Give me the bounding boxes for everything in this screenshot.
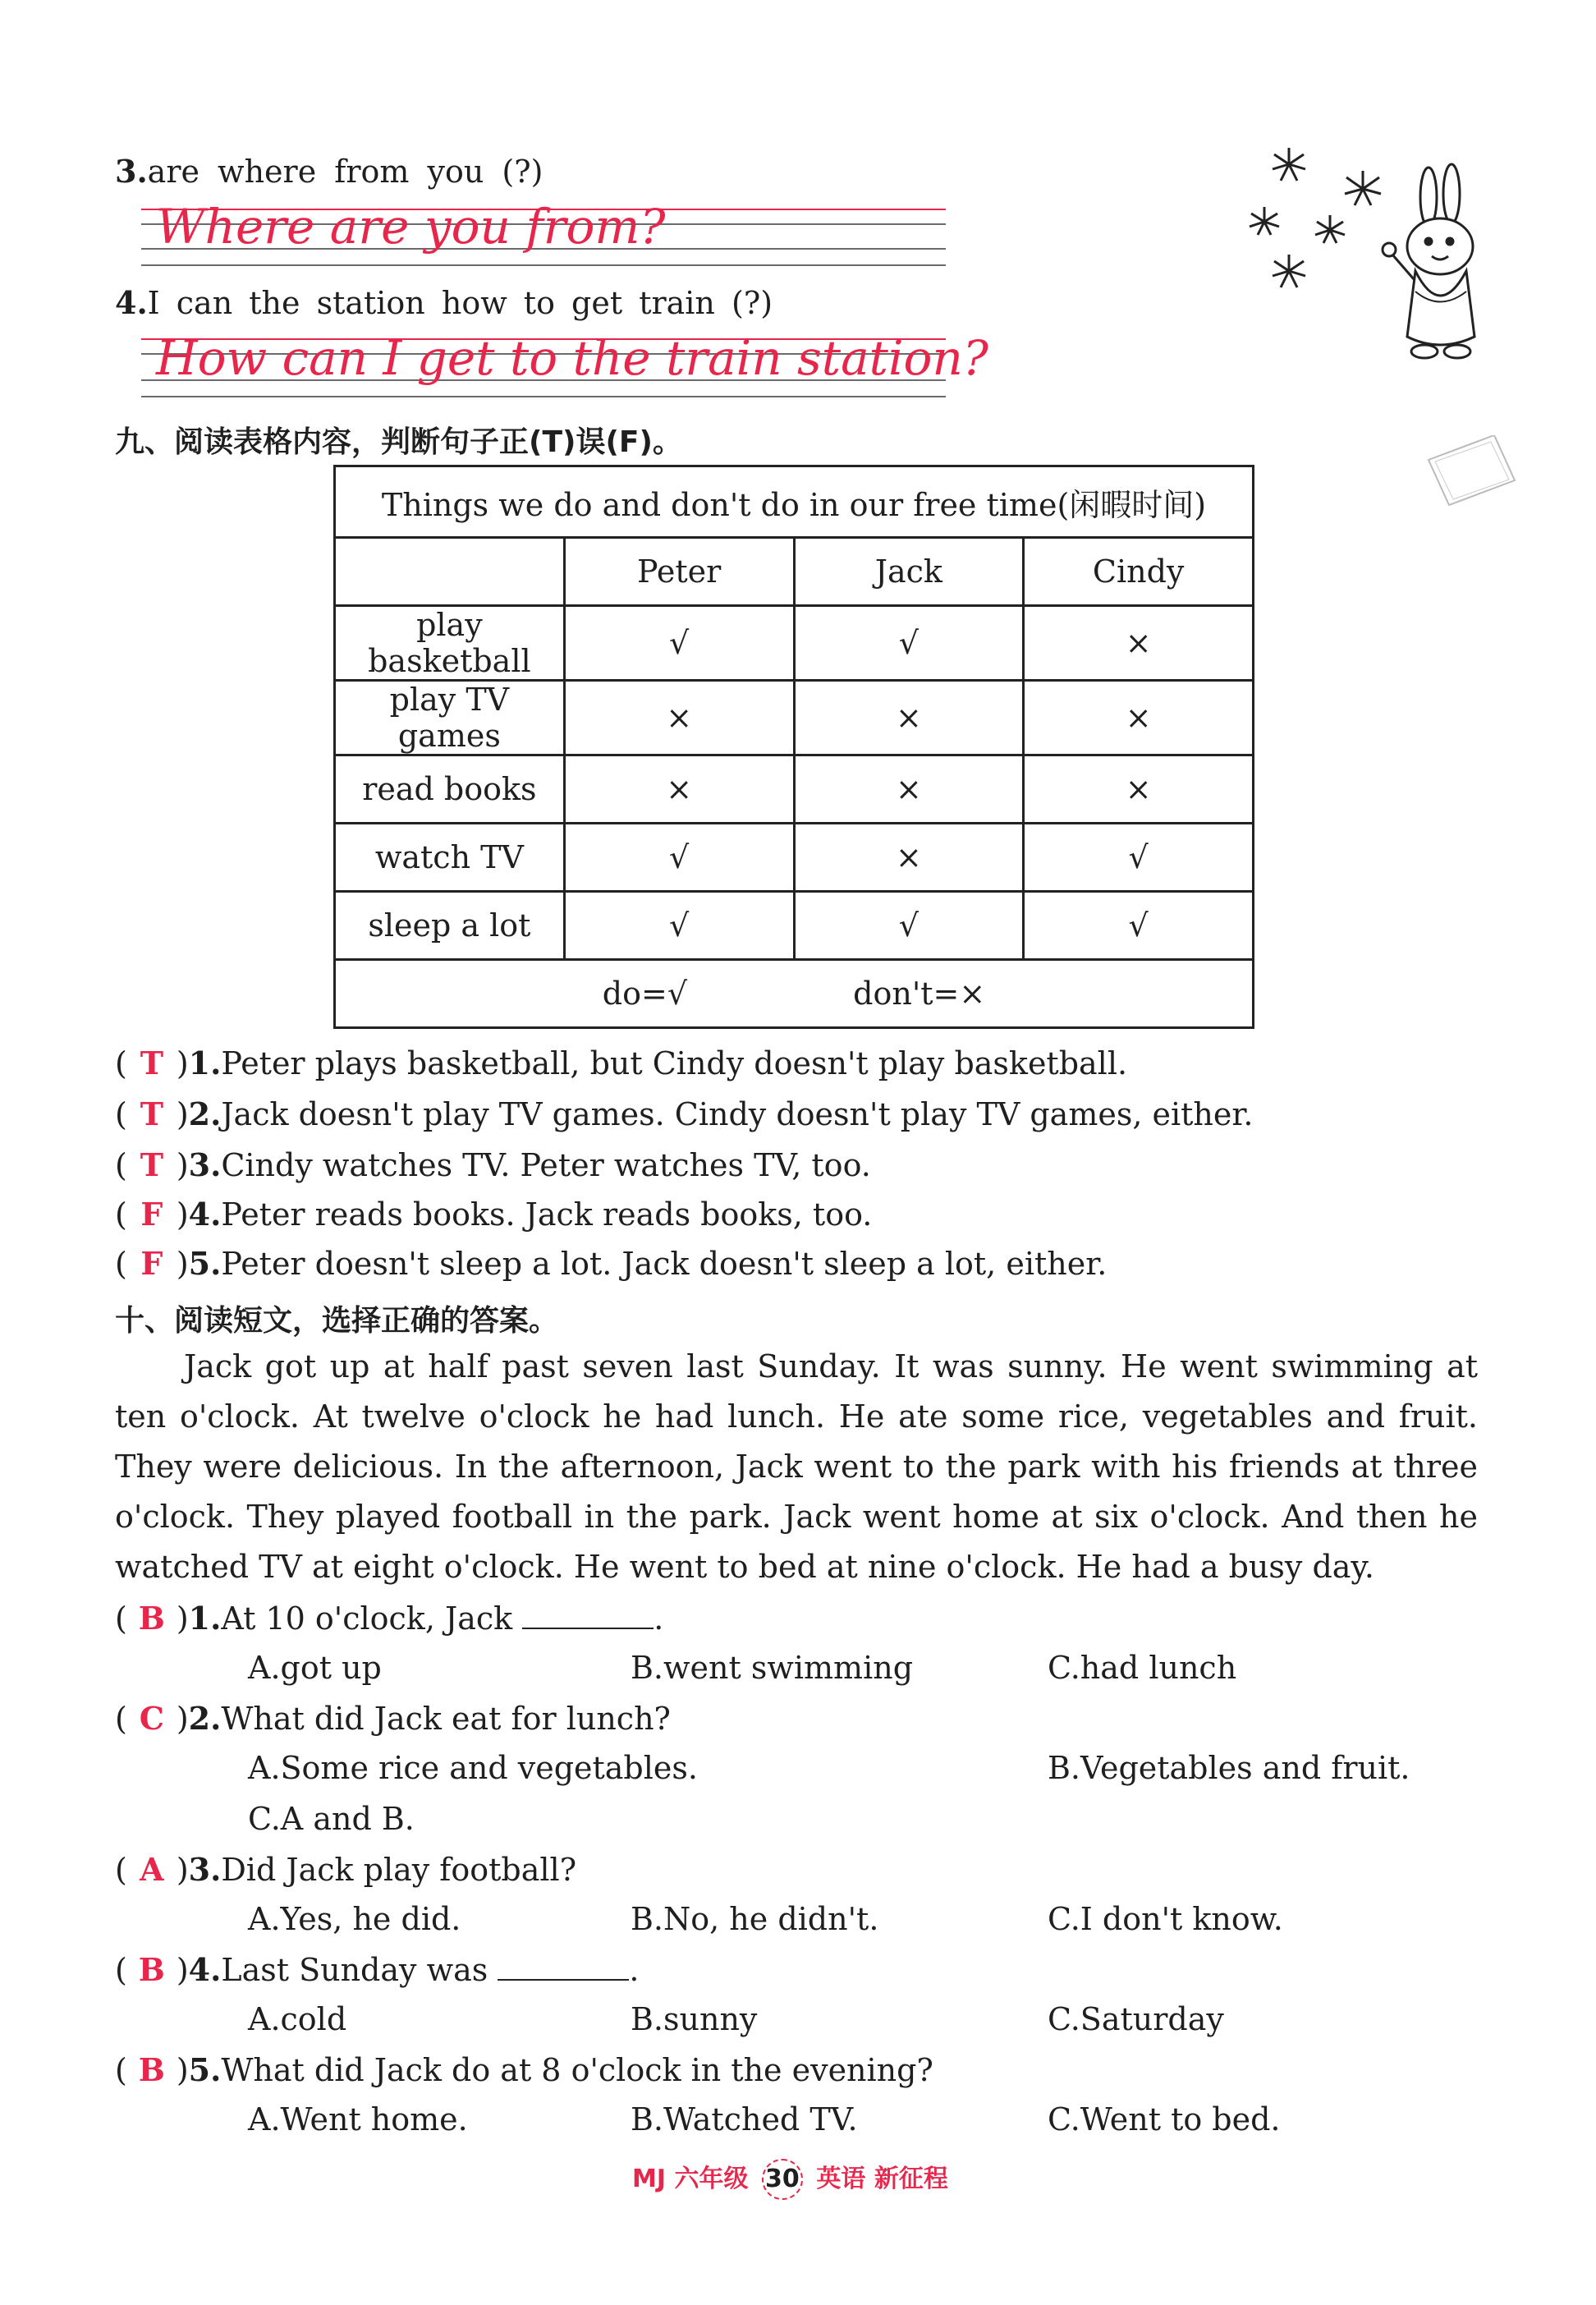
item-number: 1. xyxy=(188,1045,222,1081)
list-item: ( T )1.Peter plays basketball, but Cindy doesn't play basketball. xyxy=(115,1045,1128,1081)
table-legend xyxy=(335,960,1254,1028)
table-mark: × xyxy=(794,681,1024,755)
table-row-label: play TV games xyxy=(335,681,565,755)
list-item: ( T )3.Cindy watches TV. Peter watches TV, too. xyxy=(115,1146,871,1183)
table-caption: Things we do and don't do in our free time(闲暇时间) xyxy=(335,466,1254,538)
firework-icon xyxy=(1273,148,1305,181)
footer-series: MJ 六年级 xyxy=(632,2165,749,2193)
item-number: 2. xyxy=(188,1095,222,1132)
table-mark: √ xyxy=(564,892,794,960)
firework-icon xyxy=(1315,215,1345,243)
option-b: B.went swimming xyxy=(631,1650,914,1686)
table-mark: × xyxy=(794,755,1024,824)
firework-icon xyxy=(1345,171,1381,205)
stamp-logo xyxy=(1420,435,1519,509)
table-mark: × xyxy=(794,824,1024,892)
q3-prompt xyxy=(115,153,543,191)
section9-title: 九、阅读表格内容，判断句子正(T)误(F)。 xyxy=(115,425,682,459)
question-row: ( A )3.Did Jack play football? xyxy=(115,1851,577,1888)
question-tail: . xyxy=(629,1952,640,1988)
answer-letter: B xyxy=(138,1951,165,1988)
item-number: 1. xyxy=(188,1600,222,1637)
option-c: C.I don't know. xyxy=(1048,1901,1283,1937)
table-mark: √ xyxy=(564,824,794,892)
table-header: Cindy xyxy=(1024,538,1254,606)
item-text: Cindy watches TV. Peter watches TV, too. xyxy=(221,1147,871,1183)
firework-icon xyxy=(1273,255,1305,287)
table-mark: × xyxy=(564,755,794,824)
firework-icon xyxy=(1250,207,1279,235)
item-number: 3. xyxy=(188,1851,222,1888)
option-b: B.Watched TV. xyxy=(631,2101,858,2137)
answer-letter: B xyxy=(138,1600,165,1637)
table-header: Jack xyxy=(794,538,1024,606)
question-row: ( C )2.What did Jack eat for lunch? xyxy=(115,1700,671,1737)
question-row: ( B )1.At 10 o'clock, Jack . xyxy=(115,1600,664,1637)
table-mark: × xyxy=(1024,681,1254,755)
table-mark: × xyxy=(1024,755,1254,824)
table-corner xyxy=(335,538,565,606)
table-row-label: watch TV xyxy=(335,824,565,892)
option-a: A.Yes, he did. xyxy=(248,1901,461,1937)
option-c: C.Saturday xyxy=(1048,2001,1224,2037)
section10-title: 十、阅读短文，选择正确的答案。 xyxy=(115,1304,559,1338)
table-mark: √ xyxy=(794,892,1024,960)
legend-do: do=√ xyxy=(602,976,688,1012)
writing-line xyxy=(141,396,946,397)
writing-line xyxy=(141,264,946,266)
bunny-icon xyxy=(1383,164,1474,358)
reading-passage: Jack got up at half past seven last Sunday. It was sunny. He went swimming at ten o'clock. At twelve o'clock he had lunch. He ate some rice, vegetables and fruit. They were delicious. In the afternoon, Jack went to the park with his friends at three o'clock. They played football in the park. Jack went home at six o'clock. And then he watched TV at eight o'clock. He went to bed at nine o'clock. He had a busy day. xyxy=(115,1348,1478,1585)
item-text: Peter doesn't sleep a lot. Jack doesn't sleep a lot, either. xyxy=(221,1246,1108,1282)
q4-answer: How can I get to the train station? xyxy=(156,330,988,386)
q4-words: I can the station how to get train (?) xyxy=(147,285,773,321)
q3-answer: Where are you from? xyxy=(156,199,666,255)
item-text: Peter plays basketball, but Cindy doesn't play basketball. xyxy=(221,1045,1128,1081)
option-b: B.Vegetables and fruit. xyxy=(1048,1750,1410,1786)
item-number: 4. xyxy=(188,1951,222,1988)
option-b: B.sunny xyxy=(631,2001,758,2037)
question-text: Last Sunday was xyxy=(221,1952,488,1988)
table-mark: √ xyxy=(794,606,1024,681)
table-row-label: read books xyxy=(335,755,565,824)
question-row: ( B )5.What did Jack do at 8 o'clock in the evening? xyxy=(115,2051,933,2088)
option-b: B.No, he didn't. xyxy=(631,1901,879,1937)
question-tail: . xyxy=(654,1600,664,1637)
answer-letter: A xyxy=(140,1851,164,1888)
table-mark: × xyxy=(564,681,794,755)
answer-letter: B xyxy=(138,2051,165,2088)
answer-blank xyxy=(498,1951,629,1981)
item-number: 5. xyxy=(188,2051,222,2088)
option-a: A.cold xyxy=(248,2001,347,2037)
table-mark: √ xyxy=(564,606,794,681)
table-mark: × xyxy=(1024,606,1254,681)
option-c: C.A and B. xyxy=(248,1801,415,1837)
answer-letter: T xyxy=(140,1146,163,1183)
list-item: ( T )2.Jack doesn't play TV games. Cindy doesn't play TV games, either. xyxy=(115,1095,1254,1132)
question-text: What did Jack do at 8 o'clock in the evening? xyxy=(221,2052,933,2088)
option-a: A.Some rice and vegetables. xyxy=(248,1750,698,1786)
table-header: Peter xyxy=(564,538,794,606)
list-item: ( F )5.Peter doesn't sleep a lot. Jack doesn't sleep a lot, either. xyxy=(115,1245,1108,1282)
item-text: Peter reads books. Jack reads books, too. xyxy=(221,1196,873,1233)
page-footer xyxy=(632,2158,948,2200)
item-number: 2. xyxy=(188,1700,222,1737)
option-c: C.had lunch xyxy=(1048,1650,1237,1686)
table-mark: √ xyxy=(1024,824,1254,892)
answer-letter: F xyxy=(140,1245,163,1282)
page-number: 30 xyxy=(762,2159,803,2200)
question-row: ( B )4.Last Sunday was . xyxy=(115,1951,640,1988)
q4-prompt xyxy=(115,284,773,322)
table-row-label: sleep a lot xyxy=(335,892,565,960)
question-text: Did Jack play football? xyxy=(221,1852,577,1888)
free-time-table xyxy=(333,465,1254,1029)
item-number: 4. xyxy=(188,1196,222,1233)
option-a: A.Went home. xyxy=(248,2101,468,2137)
legend-dont: don't=× xyxy=(853,976,986,1012)
question-text: What did Jack eat for lunch? xyxy=(221,1701,671,1737)
item-number: 3. xyxy=(188,1146,222,1183)
table-row-label: play basketball xyxy=(335,606,565,681)
table-mark: √ xyxy=(1024,892,1254,960)
option-c: C.Went to bed. xyxy=(1048,2101,1281,2137)
footer-subject: 英语 新征程 xyxy=(816,2165,948,2193)
answer-letter: T xyxy=(140,1045,163,1081)
answer-letter: C xyxy=(139,1700,164,1737)
bunny-illustration xyxy=(1240,148,1511,378)
question-text: At 10 o'clock, Jack xyxy=(221,1600,513,1637)
q4-number: 4. xyxy=(115,284,148,321)
answer-letter: F xyxy=(140,1196,163,1233)
option-a: A.got up xyxy=(248,1650,382,1686)
item-number: 5. xyxy=(188,1245,222,1282)
answer-letter: T xyxy=(140,1095,163,1132)
q3-number: 3. xyxy=(115,153,148,190)
list-item: ( F )4.Peter reads books. Jack reads books, too. xyxy=(115,1196,873,1233)
answer-blank xyxy=(522,1600,654,1629)
q3-words: are where from you (?) xyxy=(147,154,543,190)
item-text: Jack doesn't play TV games. Cindy doesn't play TV games, either. xyxy=(221,1096,1254,1132)
